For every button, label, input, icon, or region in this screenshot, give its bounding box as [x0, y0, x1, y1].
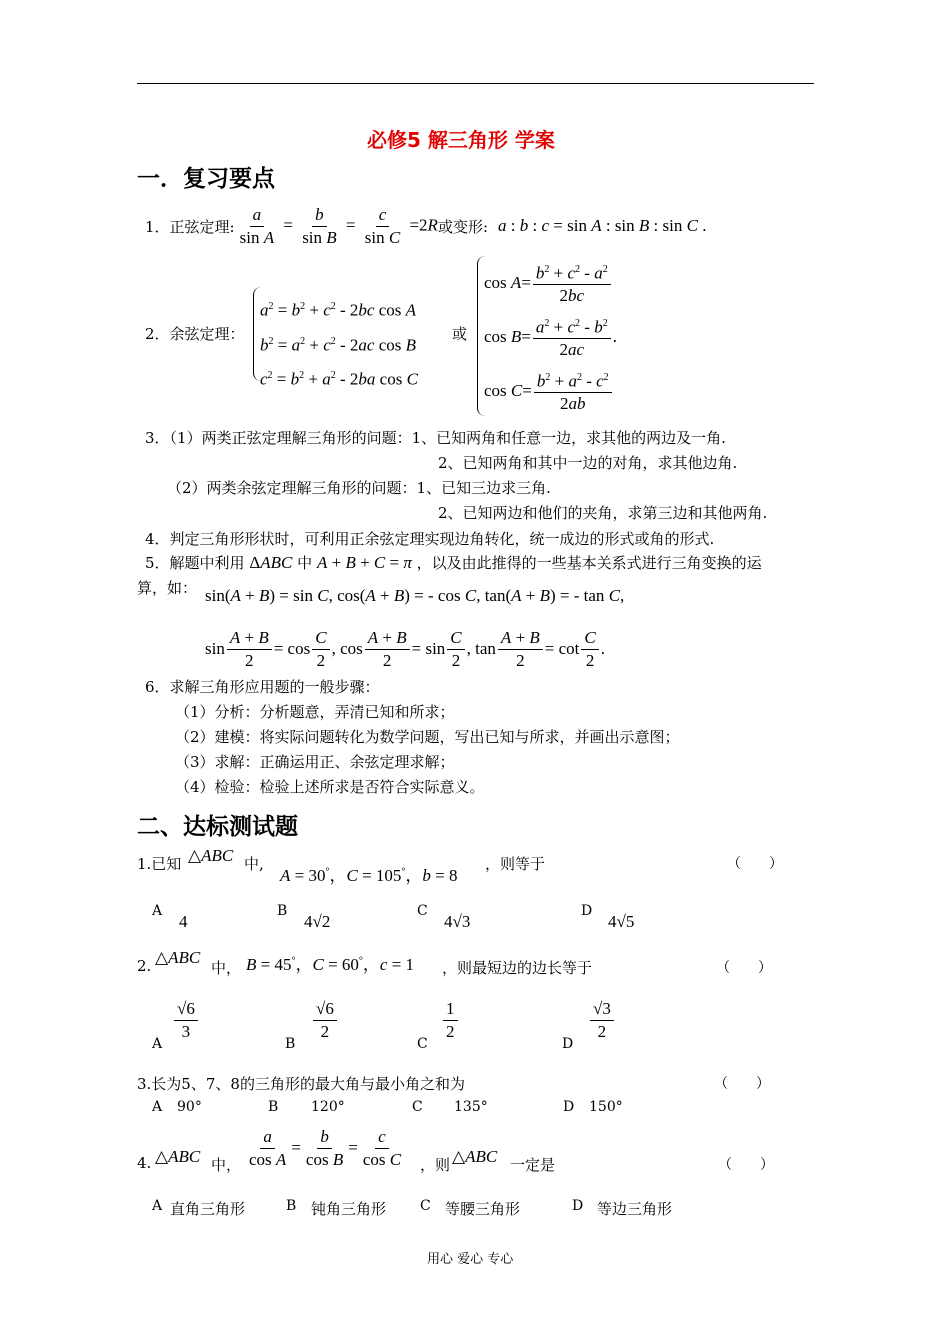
q2-conditions: B = 45°，C = 60°，c = 1: [246, 955, 415, 974]
q2-tail: ，则最短边的边长等于: [442, 959, 593, 977]
item3-line1: 3．（1）两类正弦定理解三角形的问题：1、已知两角和任意一边，求其他的两边及一角.: [145, 429, 726, 447]
item3-line4: 2、已知两边和他们的夹角，求第三边和其他两角.: [438, 504, 768, 522]
angle-sum: A + B + C = π: [316, 553, 412, 572]
item-mid-text: 或变形:: [437, 217, 488, 236]
q1-option-value[interactable]: 4√5: [608, 912, 635, 931]
section-heading-tests: 二、达标测试题: [137, 814, 298, 840]
q4-option-letter: A: [152, 1198, 163, 1214]
q4-triangle-2: △ABC: [452, 1147, 498, 1166]
q4-option-value[interactable]: 直角三角形: [170, 1200, 246, 1218]
item6-step1: （1）分析：分析题意，弄清已知和所求；: [175, 703, 455, 721]
q4-zh: 中，: [211, 1156, 242, 1174]
q1-option-letter: B: [277, 903, 288, 919]
q1-zh: 中,: [244, 855, 264, 873]
q4-option-letter: B: [286, 1198, 297, 1214]
page-title: 必修5 解三角形 学案: [367, 128, 555, 152]
q3-option-value[interactable]: 120°: [311, 1099, 345, 1115]
item5-c: ，以及由此推得的一些基本关系式进行三角变换的运: [416, 554, 762, 572]
sine-law-formula: $\frac{a}{\text{sin A}}$ = $\frac{b}{\text{sin B}}$ = $\frac{c}{\text{sin C}}$ =2R: [239, 204, 438, 247]
q2-option-value[interactable]: $\frac{√3}{2}$: [588, 1000, 616, 1041]
item6-step3: （3）求解：正确运用正、余弦定理求解；: [175, 753, 455, 771]
q2-option-value[interactable]: $\frac{√6}{2}$: [311, 1000, 339, 1041]
q3-option-letter: A: [152, 1099, 163, 1115]
q1-conditions: A = 30°，C = 105°，b = 8: [280, 866, 458, 885]
item5-a: 5．解题中利用: [145, 554, 245, 572]
q2-num: 2.: [137, 957, 152, 975]
q1-option-value[interactable]: 4√3: [444, 912, 471, 931]
q4-condition: $\frac{a}{\text{cos A}}$ = $\frac{b}{\text{cos B}}$ = $\frac{c}{\text{cos C}}$: [249, 1126, 402, 1169]
q2-paren: （ ）: [716, 960, 772, 976]
item5-line1: [145, 552, 762, 573]
item-sine-law: [145, 200, 706, 252]
q2-option-letter: D: [562, 1036, 574, 1052]
q4-option-value[interactable]: 等腰三角形: [445, 1200, 521, 1218]
q2-option-letter: B: [285, 1036, 296, 1052]
q4-option-value[interactable]: 钝角三角形: [311, 1200, 387, 1218]
q3-option-letter: D: [563, 1099, 575, 1115]
q3-option-value[interactable]: 150°: [589, 1099, 623, 1115]
q2-zh: 中，: [211, 959, 242, 977]
cosine-law-system: $a^2 = b^2 + c^2 - 2bc$ cos A $b^2 = a^2 + c^2 - 2ac$ cos B $c^2 = b^2 + a^2 - 2ba$ cos C: [260, 300, 418, 389]
item6-step2: （2）建模：将实际问题转化为数学问题，写出已知与所求，并画出示意图；: [175, 728, 680, 746]
q3-text: 3.长为5、7、8的三角形的最大角与最小角之和为: [137, 1075, 465, 1093]
q2-option-value[interactable]: $\frac{1}{2}$: [441, 1000, 460, 1041]
q1-option-value[interactable]: 4√2: [304, 912, 331, 931]
q3-option-letter: C: [412, 1099, 423, 1115]
q4-then: ，则: [420, 1156, 451, 1174]
item6-head: 6．求解三角形应用题的一般步骤：: [145, 678, 380, 696]
cosine-law-variant: cos A = $\frac{b^2 + c^2 - a^2}{2bc}$ cos B = $\frac{a^2 + c^2 - b^2}{2ac}$ . cos C = $\frac{b^2 + a^2 - c^2}{2ab}$: [484, 256, 617, 418]
q1-num: 1.已知: [137, 855, 182, 873]
item3-line2: 2、已知两角和其中一边的对角，求其他边角.: [438, 454, 738, 472]
q4-paren: （ ）: [718, 1157, 774, 1173]
q2-option-value[interactable]: $\frac{√6}{3}$: [172, 1000, 200, 1041]
q1-option-value[interactable]: 4: [179, 912, 188, 931]
item-cosine-law-label: 2．余弦定理：: [145, 325, 245, 343]
q1-tail: ，则等于: [485, 855, 546, 873]
q4-tail: 一定是: [510, 1156, 556, 1174]
q1-option-letter: A: [152, 903, 163, 919]
q3-option-letter: B: [268, 1099, 279, 1115]
q2-triangle: △ABC: [155, 948, 201, 967]
header-rule: [137, 83, 814, 84]
q4-num: 4.: [137, 1154, 152, 1172]
or-text: 或: [452, 325, 468, 343]
item5-b: 中: [297, 554, 313, 572]
triangle-abc: ΔABC: [249, 553, 293, 572]
identity-line1: sin(A + B) = sin C, cos(A + B) = - cos C, tan(A + B) = - tan C,: [205, 586, 625, 605]
item3-line3: （2）两类余弦定理解三角形的问题：1、已知三边求三角.: [167, 479, 551, 497]
q3-paren: （ ）: [714, 1076, 770, 1092]
q3-option-value[interactable]: 90°: [177, 1099, 202, 1115]
sine-law-ratio: a : b : c = sin A : sin B : sin C .: [498, 216, 707, 235]
q4-option-letter: D: [572, 1198, 584, 1214]
q3-option-value[interactable]: 135°: [454, 1099, 488, 1115]
q2-option-letter: A: [152, 1036, 163, 1052]
q1-triangle: △ABC: [188, 846, 234, 865]
q4-triangle: △ABC: [155, 1147, 201, 1166]
q1-option-letter: C: [417, 903, 428, 919]
item6-step4: （4）检验：检验上述所求是否符合实际意义。: [175, 778, 485, 796]
identity-line2: sin $\frac{A + B}{2}$ = cos $\frac{C}{2}$ , cos $\frac{A + B}{2}$ = sin $\frac{C}{2}$ , tan $\frac{A + B}{2}$ = cot $\frac{C}{2}$ .: [205, 627, 605, 670]
item5-d: 算，如：: [137, 579, 198, 597]
item-label: 1．正弦定理:: [145, 217, 235, 236]
q1-option-letter: D: [581, 903, 593, 919]
section-heading-review: 一．复习要点: [137, 166, 275, 192]
q2-option-letter: C: [417, 1036, 428, 1052]
q1-paren: （ ）: [727, 856, 783, 872]
q4-option-letter: C: [420, 1198, 431, 1214]
item4: 4．判定三角形形状时，可利用正余弦定理实现边角转化，统一成边的形式或角的形式.: [145, 530, 715, 548]
q4-option-value[interactable]: 等边三角形: [597, 1200, 673, 1218]
page-footer: 用心 爱心 专心: [427, 1252, 514, 1267]
